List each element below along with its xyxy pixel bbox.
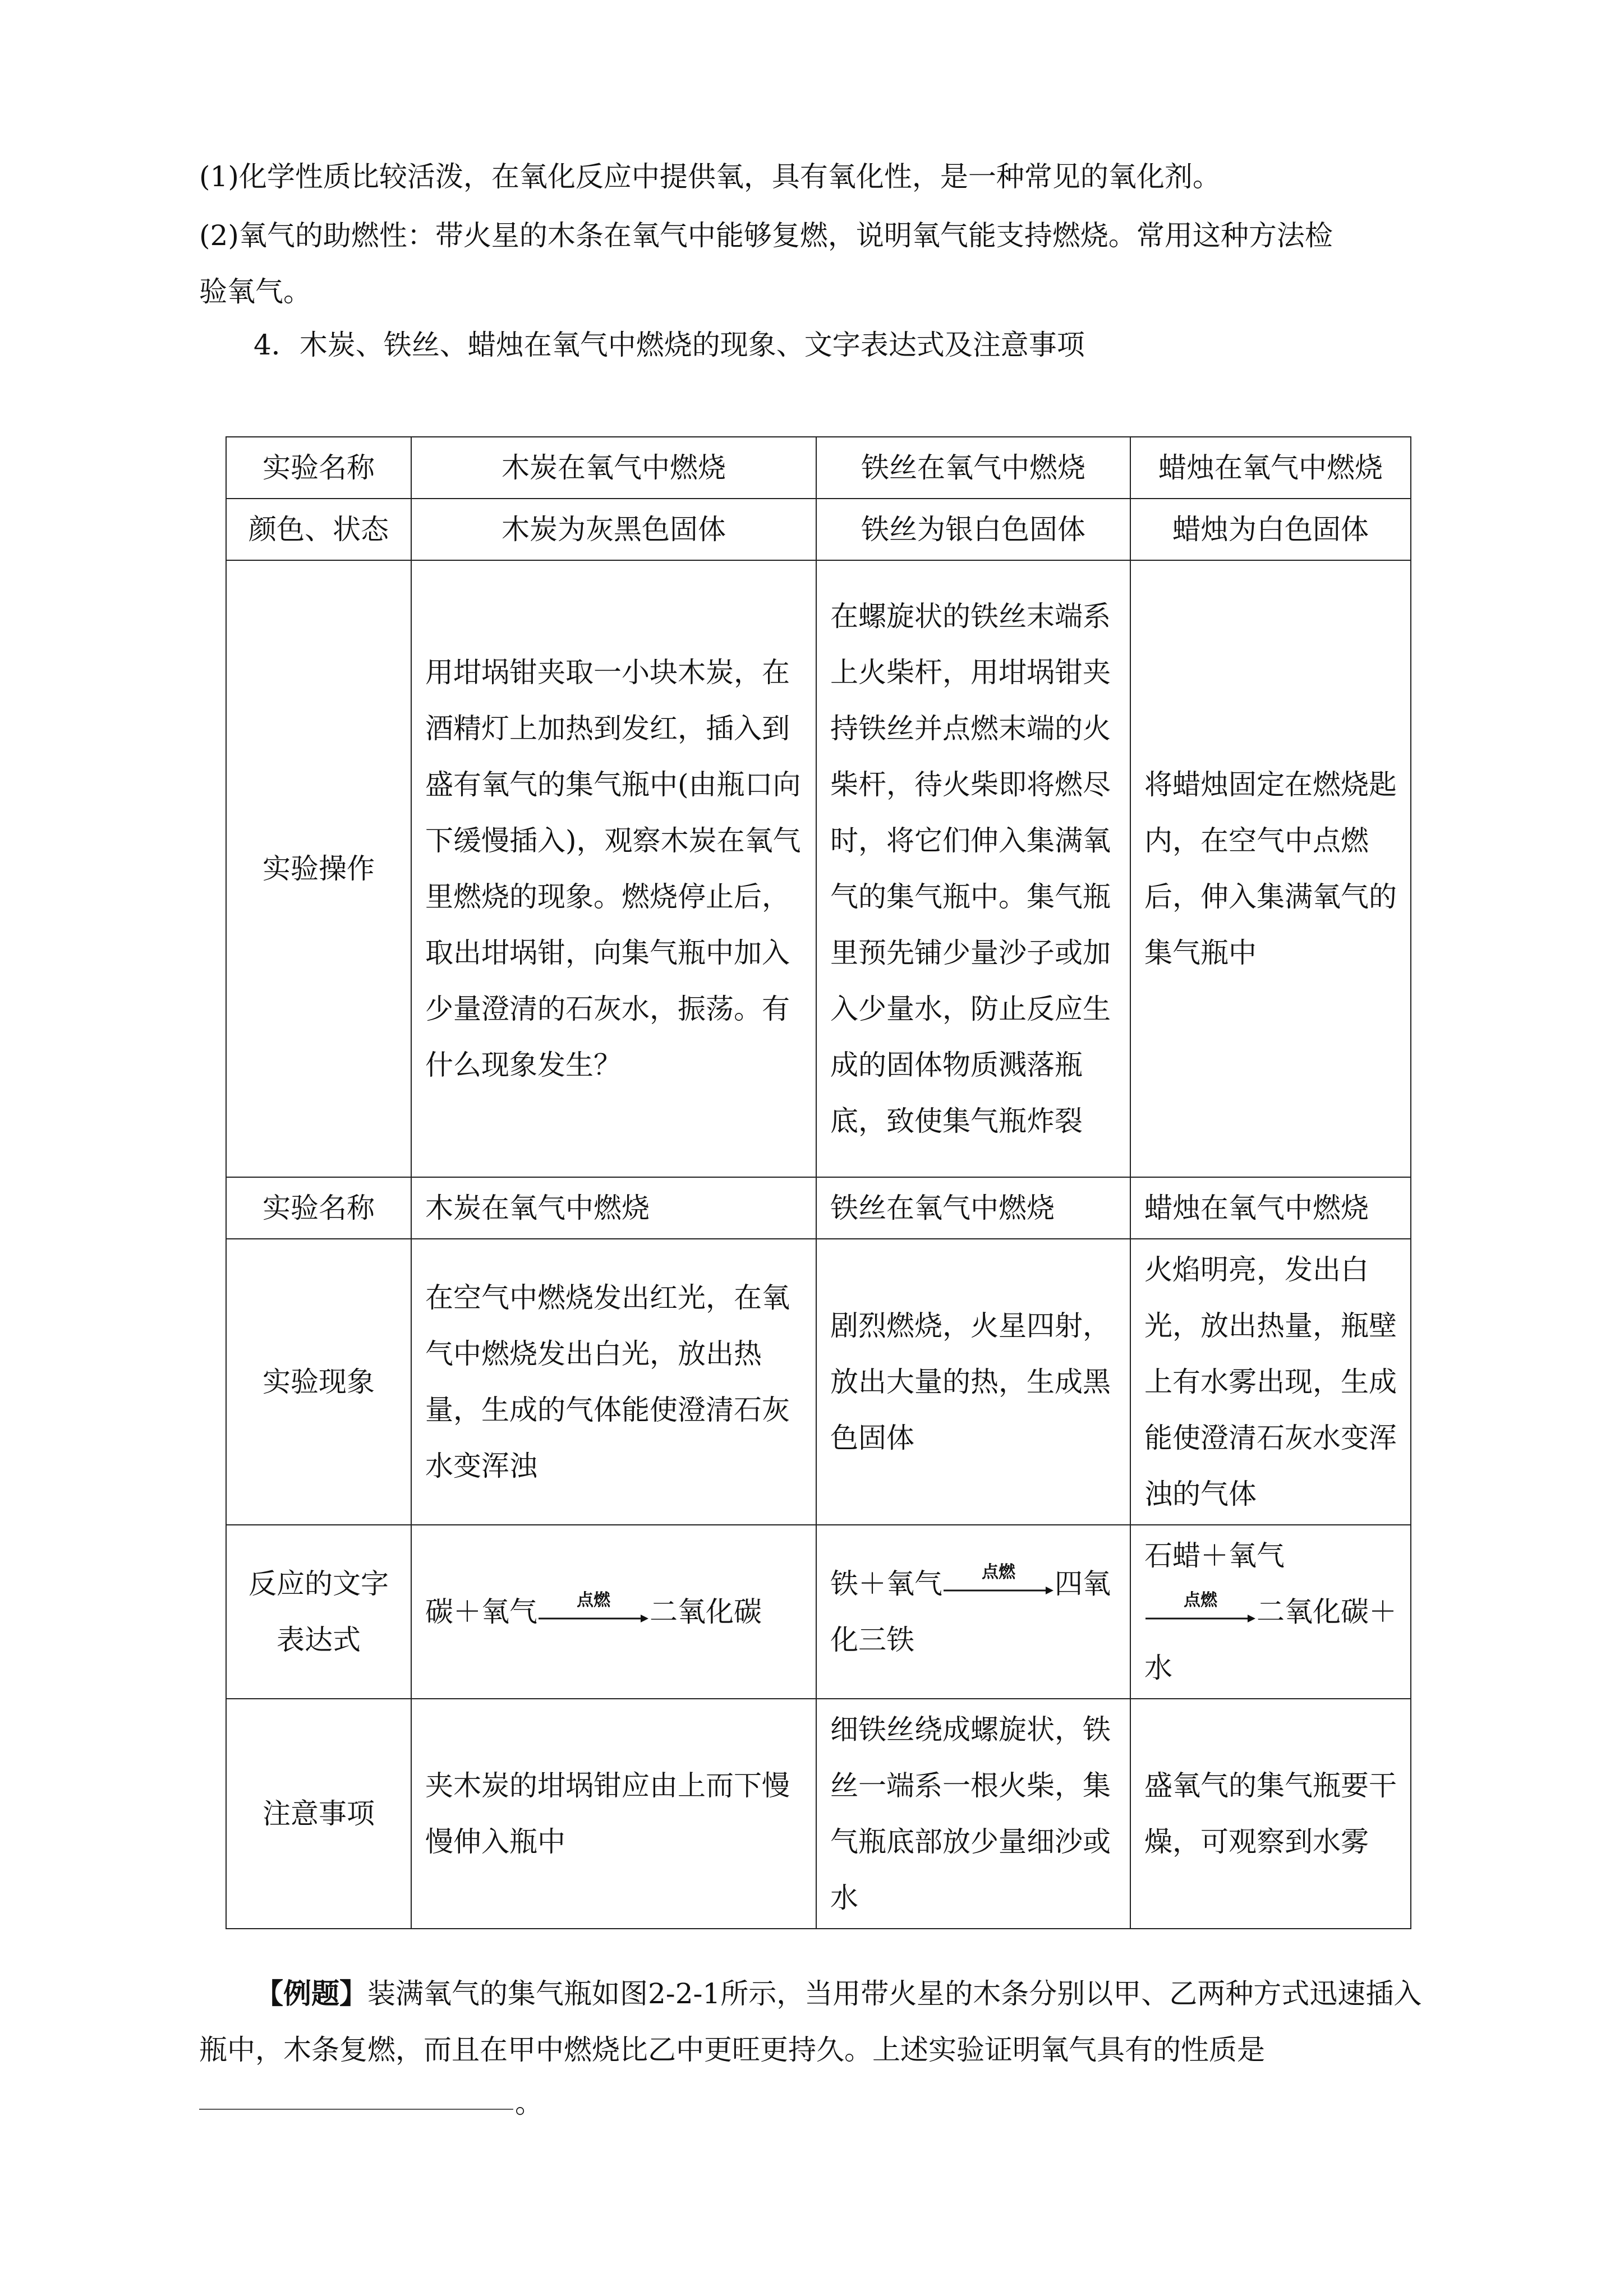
table-cell: 蜡烛为白色固体	[1130, 499, 1411, 560]
table-row	[226, 499, 1411, 560]
table-cell: 蜡烛在氧气中燃烧	[1130, 437, 1411, 499]
table-row	[226, 560, 1411, 1177]
section-heading-4: 4．木炭、铁丝、蜡烛在氧气中燃烧的现象、文字表达式及注意事项	[254, 329, 1085, 361]
product-text: 二氧化碳＋水	[1144, 1596, 1397, 1684]
table-cell: 夹木炭的坩埚钳应由上而下慢慢伸入瓶中	[411, 1699, 816, 1929]
example-text: 装满氧气的集气瓶如图2-2-1所示，当用带火星的木条分别以甲、乙两种方式迅速插入瓶中，木条复燃，而且在甲中燃烧比乙中更旺更持久。上述实验证明氧气具有的性质是	[199, 1977, 1422, 2066]
table-row	[226, 1525, 1411, 1699]
table-cell: 实验名称	[226, 1177, 411, 1239]
table-cell	[1130, 1525, 1411, 1699]
example-question	[199, 1966, 1422, 2078]
table-cell: 木炭在氧气中燃烧	[411, 1177, 816, 1239]
reactant-text: 碳＋氧气	[425, 1596, 537, 1628]
combustion-comparison-table	[226, 436, 1411, 1929]
table-cell: 剧烈燃烧，火星四射，放出大量的热，生成黑色固体	[816, 1239, 1130, 1525]
table-row	[226, 1699, 1411, 1929]
table-cell: 反应的文字表达式	[226, 1525, 411, 1699]
table-cell: 注意事项	[226, 1699, 411, 1929]
table-row	[226, 1177, 1411, 1239]
table-cell: 细铁丝绕成螺旋状，铁丝一端系一根火柴，集气瓶底部放少量细沙或水	[816, 1699, 1130, 1929]
reaction-condition: 点燃	[982, 1562, 1015, 1582]
paragraph-combustion-support: (2)氧气的助燃性：带火星的木条在氧气中能够复燃，说明氧气能支持燃烧。常用这种方法检	[199, 219, 1333, 252]
table-cell: 木炭在氧气中燃烧	[411, 437, 816, 499]
table-cell: 在螺旋状的铁丝末端系上火柴杆，用坩埚钳夹持铁丝并点燃末端的火柴杆，待火柴即将燃尽时，将它们伸入集满氧气的集气瓶中。集气瓶里预先铺少量沙子或加入少量水，防止反应生成的固体物质溅落瓶底，致使集气瓶炸裂	[816, 560, 1130, 1177]
answer-blank[interactable]	[199, 2109, 513, 2110]
table-cell: 铁丝为银白色固体	[816, 499, 1130, 560]
paragraph-combustion-support-cont: 验氧气。	[199, 275, 311, 308]
arrow-icon	[942, 1585, 1055, 1596]
table-cell: 盛氧气的集气瓶要干燥，可观察到水雾	[1130, 1699, 1411, 1929]
table-cell: 实验操作	[226, 560, 411, 1177]
table-cell: 将蜡烛固定在燃烧匙内，在空气中点燃后，伸入集满氧气的集气瓶中	[1130, 560, 1411, 1177]
example-tag: 【例题】	[255, 1977, 367, 2010]
table-cell: 铁丝在氧气中燃烧	[816, 1177, 1130, 1239]
answer-period: 。	[515, 2087, 543, 2119]
reaction-arrow	[537, 1590, 650, 1631]
reaction-condition: 点燃	[577, 1590, 610, 1610]
table-cell	[411, 1525, 816, 1699]
paragraph-oxidizing-property: (1)化学性质比较活泼，在氧化反应中提供氧，具有氧化性，是一种常见的氧化剂。	[199, 160, 1221, 193]
reaction-arrow	[1144, 1590, 1257, 1631]
product-text: 二氧化碳	[650, 1596, 762, 1628]
table-cell: 火焰明亮，发出白光，放出热量，瓶壁上有水雾出现，生成能使澄清石灰水变浑浊的气体	[1130, 1239, 1411, 1525]
product-text: 四氧化三铁	[830, 1567, 1111, 1656]
table-cell: 颜色、状态	[226, 499, 411, 560]
table-cell: 木炭为灰黑色固体	[411, 499, 816, 560]
table-cell: 蜡烛在氧气中燃烧	[1130, 1177, 1411, 1239]
reactant-text: 铁＋氧气	[830, 1567, 942, 1600]
table-cell: 铁丝在氧气中燃烧	[816, 437, 1130, 499]
table-row	[226, 437, 1411, 499]
arrow-icon	[1144, 1613, 1257, 1624]
table-cell	[816, 1525, 1130, 1699]
reaction-condition: 点燃	[1184, 1590, 1217, 1610]
table-cell: 实验名称	[226, 437, 411, 499]
reaction-arrow	[942, 1562, 1055, 1603]
table-cell: 用坩埚钳夹取一小块木炭，在酒精灯上加热到发红，插入到盛有氧气的集气瓶中(由瓶口向下缓慢插入)，观察木炭在氧气里燃烧的现象。燃烧停止后，取出坩埚钳，向集气瓶中加入少量澄清的石灰水，振荡。有什么现象发生？	[411, 560, 816, 1177]
table-row	[226, 1239, 1411, 1525]
arrow-icon	[537, 1613, 650, 1624]
table-cell: 实验现象	[226, 1239, 411, 1525]
table-cell: 在空气中燃烧发出红光，在氧气中燃烧发出白光，放出热量，生成的气体能使澄清石灰水变浑浊	[411, 1239, 816, 1525]
reactant-text: 石蜡＋氧气	[1144, 1539, 1285, 1572]
